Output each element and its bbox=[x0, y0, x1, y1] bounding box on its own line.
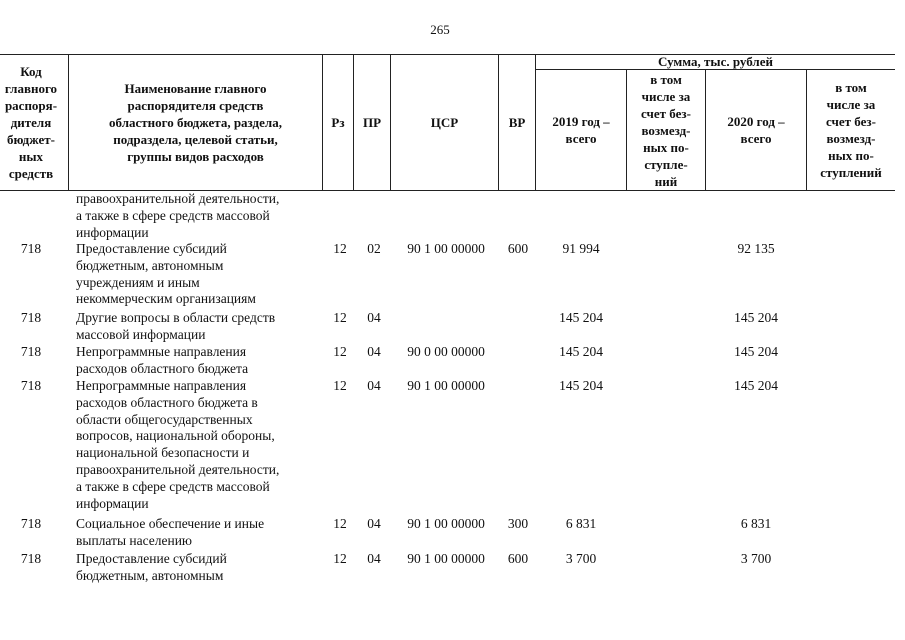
row-csr: 90 1 00 00000 bbox=[407, 551, 485, 566]
row-pr: 04 bbox=[367, 378, 381, 393]
row-rz: 12 bbox=[333, 241, 347, 256]
row-rz: 12 bbox=[333, 310, 347, 325]
table-row bbox=[0, 241, 895, 310]
row-2020-total: 3 700 bbox=[740, 551, 772, 566]
row-pr: 02 bbox=[367, 241, 381, 256]
row-2020-total: 145 204 bbox=[734, 310, 778, 325]
row-2019-total: 145 204 bbox=[559, 378, 603, 393]
page-number: 265 bbox=[430, 22, 450, 37]
row-2019-total: 3 700 bbox=[565, 551, 597, 566]
row-name: Социальное обеспечение и иные выплаты населению bbox=[76, 516, 265, 548]
row-code: 718 bbox=[20, 310, 42, 325]
row-pr: 04 bbox=[367, 551, 381, 566]
row-code: 718 bbox=[20, 344, 42, 359]
row-name: Другие вопросы в области средств массовой информации bbox=[76, 310, 276, 342]
row-rz: 12 bbox=[333, 551, 347, 566]
row-2020-total: 92 135 bbox=[737, 241, 775, 256]
row-code: 718 bbox=[20, 378, 42, 393]
table-row bbox=[0, 378, 895, 516]
table-row bbox=[0, 551, 895, 586]
header-code: Код главного распоря- дителя бюджет- ных средств bbox=[4, 64, 58, 181]
header-csr: ЦСР bbox=[430, 115, 459, 130]
row-pr: 04 bbox=[367, 310, 381, 325]
row-name: Предоставление субсидий бюджетным, автономным учреждениям и иным некоммерческим организациям bbox=[76, 241, 256, 307]
row-code: 718 bbox=[20, 516, 42, 531]
row-name: Предоставление субсидий бюджетным, автономным bbox=[76, 551, 227, 583]
row-csr: 90 0 00 00000 bbox=[407, 344, 485, 359]
table-body bbox=[0, 191, 895, 586]
row-code: 718 bbox=[20, 241, 42, 256]
header-2019-nonrepayable: в том числе за счет без- возмезд- ных по- ступле- ний bbox=[641, 71, 691, 189]
row-rz: 12 bbox=[333, 378, 347, 393]
table-row bbox=[0, 516, 895, 551]
table-row bbox=[0, 310, 895, 344]
row-2020-total: 145 204 bbox=[734, 344, 778, 359]
row-vr: 600 bbox=[507, 551, 529, 566]
header-2019-total: 2019 год – всего bbox=[552, 114, 610, 146]
row-2019-total: 145 204 bbox=[559, 310, 603, 325]
row-pr: 04 bbox=[367, 516, 381, 531]
row-2019-total: 6 831 bbox=[565, 516, 597, 531]
row-2019-total: 91 994 bbox=[562, 241, 600, 256]
header-2020-nonrepayable: в том числе за счет без- возмезд- ных по- ступлений bbox=[820, 80, 882, 180]
header-pr: ПР bbox=[362, 115, 382, 130]
row-code: 718 bbox=[20, 551, 42, 566]
row-name: Непрограммные направления расходов областного бюджета bbox=[76, 344, 249, 376]
row-csr: 90 1 00 00000 bbox=[407, 378, 485, 393]
row-csr: 90 1 00 00000 bbox=[407, 516, 485, 531]
header-rz: Рз bbox=[331, 115, 345, 130]
row-pr: 04 bbox=[367, 344, 381, 359]
table-row bbox=[0, 344, 895, 378]
row-rz: 12 bbox=[333, 516, 347, 531]
row-rz: 12 bbox=[333, 344, 347, 359]
row-vr: 600 bbox=[507, 241, 529, 256]
row-csr: 90 1 00 00000 bbox=[407, 241, 485, 256]
row-2020-total: 6 831 bbox=[740, 516, 772, 531]
row-vr: 300 bbox=[507, 516, 529, 531]
header-vr: ВР bbox=[508, 115, 526, 130]
header-2020-total: 2020 год – всего bbox=[727, 114, 785, 146]
header-name: Наименование главного распорядителя средств областного бюджета, раздела, подраздела, целевой статьи, группы видов расходов bbox=[109, 81, 282, 164]
row-2020-total: 145 204 bbox=[734, 378, 778, 393]
row-name: правоохранительной деятельности, а также в сфере средств массовой информации bbox=[76, 191, 280, 240]
row-2019-total: 145 204 bbox=[559, 344, 603, 359]
row-name: Непрограммные направления расходов областного бюджета в области общегосударственных вопросов, национальной обороны, национальной безопасности и правоохранительной деятельности, а также в сфере средств массовой информации bbox=[76, 378, 280, 511]
table-row bbox=[0, 191, 895, 241]
header-sum: Сумма, тыс. рублей bbox=[658, 54, 773, 69]
table-header bbox=[0, 54, 895, 191]
